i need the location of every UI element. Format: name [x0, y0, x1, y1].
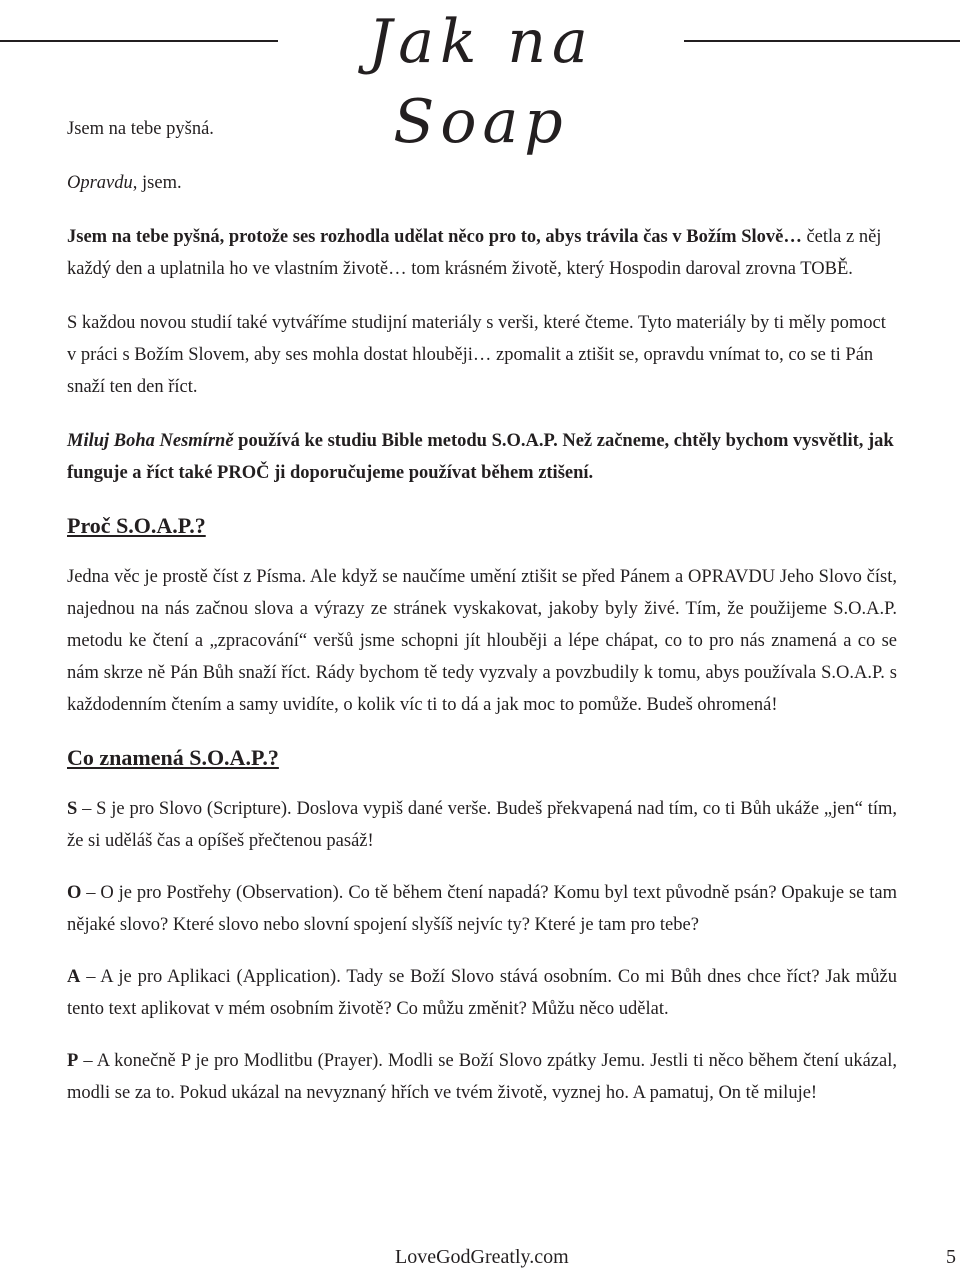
soap-text: – A je pro Aplikaci (Application). Tady se Boží Slovo stává osobním. Co mi Bůh dnes chce říct? Jak můžu tento text aplikovat v mém osobním životě? Co můžu změnit? Můžu něco udělat.	[67, 967, 897, 1019]
soap-text: – O je pro Postřehy (Observation). Co tě během čtení napadá? Komu byl text původně psán? Opakuje se tam nějaké slovo? Které slovo nebo slovní spojení slyšíš nejvíc ty? Které je tam pro tebe?	[67, 883, 897, 935]
why-paragraph: Jedna věc je prostě číst z Písma. Ale když se naučíme umění ztišit se před Pánem a OPRAVDU Jeho Slovo číst, najednou na nás začnou slova a výrazy ze stránek vyskakovat, jakoby byly živé. Tím, že použijeme S.O.A.P. metodu ke čtení a „zpracování“ veršů jsme schopni jít hlouběji a lépe chápat, co to pro nás znamená a co se nám skrze ně Pán Bůh snaží říct. Rády bychom tě tedy vyzvaly a povzbudily k tomu, abys používala S.O.A.P. s každodenním čtením a samy uvidíte, o kolik víc ti to dá a jak moc to pomůže. Budeš ohromená!	[67, 567, 897, 715]
page-body	[67, 113, 897, 1129]
meaning-heading: Co znamená S.O.A.P.?	[67, 745, 279, 770]
why-heading: Proč S.O.A.P.?	[67, 513, 206, 538]
soap-item-s	[67, 793, 897, 857]
page-title: Jak na Soap	[368, 7, 594, 157]
materials-paragraph: S každou novou studií také vytváříme studijní materiály s verši, které čteme. Tyto materiály by ti měly pomoct v práci s Božím Slovem, aby ses mohla dostat hlouběji… zpomalit a ztišit se, opravdu vnímat to, co se ti Pán snaží ten den říct.	[67, 313, 886, 397]
soap-letter: S	[67, 799, 78, 819]
page-footer	[0, 1246, 960, 1276]
header-rule-left	[0, 40, 278, 42]
intro-paragraph-bold: Jsem na tebe pyšná, protože ses rozhodla udělat něco pro to, abys trávila čas v Božím Slově…	[67, 227, 802, 247]
soap-text: – S je pro Slovo (Scripture). Doslova vypiš dané verše. Budeš překvapená nad tím, co ti Bůh ukáže „jen“ tím, že si uděláš čas a opíšeš přečtenou pasáž!	[67, 799, 897, 851]
soap-letter: A	[67, 967, 81, 987]
method-italic-title: Miluj Boha Nesmírně	[67, 431, 234, 451]
method-text: používá ke studiu Bible metodu S.O.A.P. Než začneme, chtěly bychom vysvětlit, jak funguje a říct také PROČ ji doporučujeme používat během ztišení.	[67, 431, 894, 483]
intro-paragraph-rest: četla z něj každý den a uplatnila ho ve vlastním životě… tom krásném životě, který Hospodin daroval zrovna TOBĚ.	[67, 227, 882, 279]
intro-line-1: Jsem na tebe pyšná.	[67, 119, 214, 139]
intro-line-2	[67, 167, 897, 199]
intro-line-2-rest: , jsem.	[132, 173, 182, 193]
soap-letter: O	[67, 883, 82, 903]
header-rule-right	[684, 40, 960, 42]
soap-item-a	[67, 961, 897, 1025]
soap-item-o	[67, 877, 897, 941]
soap-item-p	[67, 1045, 897, 1109]
footer-site: LoveGodGreatly.com	[395, 1246, 569, 1268]
soap-letter: P	[67, 1051, 79, 1071]
intro-paragraph	[67, 221, 897, 285]
intro-line-2-italic: Opravdu	[67, 173, 133, 193]
page-number: 5	[946, 1246, 956, 1268]
soap-text: – A konečně P je pro Modlitbu (Prayer). Modli se Boží Slovo zpátky Jemu. Jestli ti něco během čtení ukázal, modli se za to. Pokud ukázal na nevyznaný hřích ve tvém životě, vyznej ho. A pamatuj, On tě miluje!	[67, 1051, 897, 1103]
method-paragraph	[67, 425, 897, 489]
